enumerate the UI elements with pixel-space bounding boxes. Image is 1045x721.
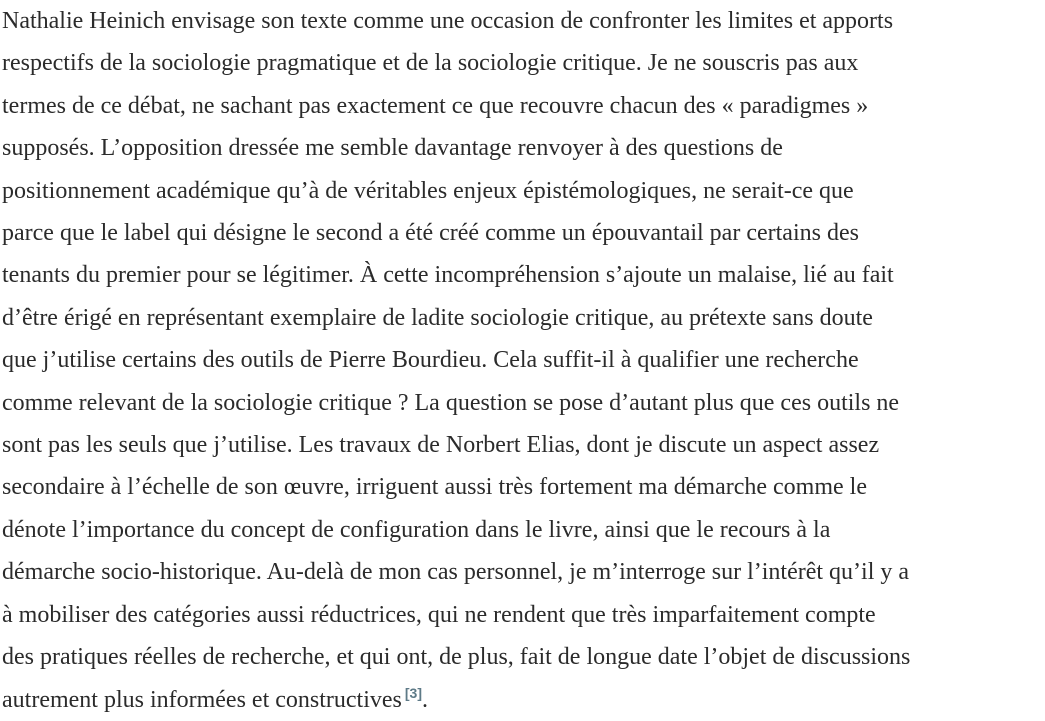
last-line-period: . [422, 686, 429, 713]
paragraph-line-1: Nathalie Heinich envisage son texte comme une occasion de confronter les limites et apports [2, 8, 894, 34]
paragraph-line-5: positionnement académique qu’à de véritables enjeux épistémologiques, ne serait-ce que [2, 177, 854, 204]
paragraph-line-16: des pratiques réelles de recherche, et qui ont, de plus, fait de longue date l’objet de discussions [2, 644, 911, 671]
paragraph-line-2: respectifs de la sociologie pragmatique et de la sociologie critique. Je ne souscris pas aux [2, 50, 859, 77]
paragraph-line-6: parce que le label qui désigne le second a été créé comme un épouvantail par certains des [2, 220, 859, 247]
paragraph-line-15: à mobiliser des catégories aussi réductrices, qui ne rendent que très imparfaitement compte [2, 601, 876, 628]
paragraph-line-11: sont pas les seuls que j’utilise. Les travaux de Norbert Elias, dont je discute un aspect assez [2, 432, 880, 459]
paragraph-line-3: termes de ce débat, ne sachant pas exactement ce que recouvre chacun des « paradigmes » [2, 92, 869, 119]
paragraph-line-4: supposés. L’opposition dressée me semble davantage renvoyer à des questions de [2, 135, 783, 162]
paragraph-line-14: démarche socio-historique. Au-delà de mon cas personnel, je m’interroge sur l’intérêt qu’il y a [2, 559, 910, 586]
paragraph-line-13: dénote l’importance du concept de configuration dans le livre, ainsi que le recours à la [2, 516, 831, 543]
paragraph-line-7: tenants du premier pour se légitimer. À cette incompréhension s’ajoute un malaise, lié au fait [2, 262, 894, 289]
footnote-link[interactable]: [3] [404, 684, 423, 701]
paragraph-line-9: que j’utilise certains des outils de Pierre Bourdieu. Cela suffit-il à qualifier une recherche [2, 347, 859, 374]
paragraph-line-17 [0, 679, 1045, 721]
last-line-text: autrement plus informées et constructives [2, 686, 402, 713]
paragraph-line-10: comme relevant de la sociologie critique ? La question se pose d’autant plus que ces outils ne [2, 389, 900, 416]
paragraph-line-8: d’être érigé en représentant exemplaire de ladite sociologie critique, au prétexte sans doute [2, 304, 873, 331]
paragraph-line-12: secondaire à l’échelle de son œuvre, irriguent aussi très fortement ma démarche comme le [2, 474, 867, 501]
